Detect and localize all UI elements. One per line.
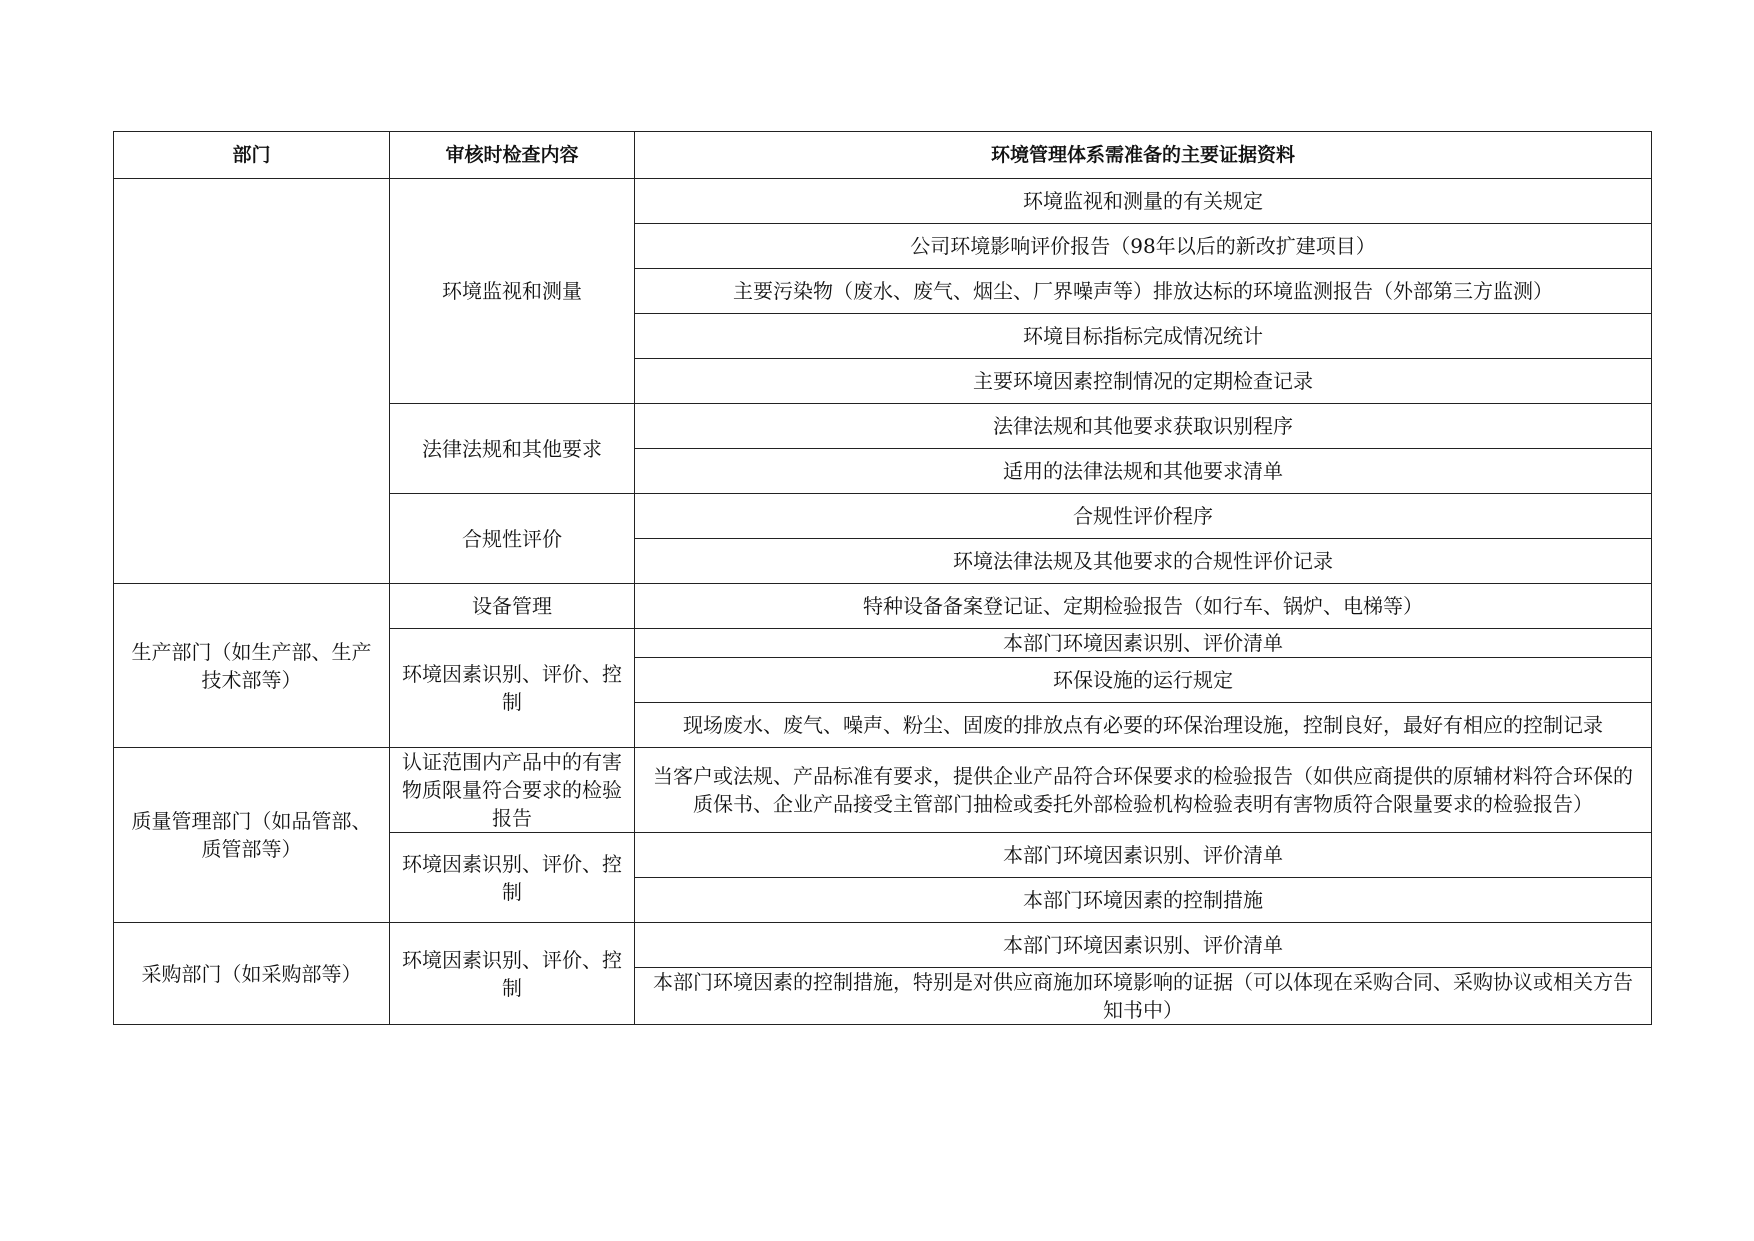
evidence-cell: 本部门环境因素识别、评价清单 [635, 833, 1652, 878]
evidence-cell: 合规性评价程序 [635, 494, 1652, 539]
check-item-cell: 环境监视和测量 [390, 179, 635, 404]
evidence-cell: 特种设备备案登记证、定期检验报告（如行车、锅炉、电梯等） [635, 584, 1652, 629]
evidence-cell: 本部门环境因素识别、评价清单 [635, 629, 1652, 658]
check-item-cell: 环境因素识别、评价、控制 [390, 833, 635, 923]
evidence-cell: 本部门环境因素的控制措施 [635, 878, 1652, 923]
table-row [114, 584, 1652, 629]
table-row [114, 748, 1652, 833]
evidence-cell: 环境目标指标完成情况统计 [635, 314, 1652, 359]
table-row [114, 179, 1652, 224]
evidence-cell: 本部门环境因素识别、评价清单 [635, 923, 1652, 968]
table-row [114, 923, 1652, 968]
check-item-cell: 合规性评价 [390, 494, 635, 584]
table-header-row [114, 132, 1652, 179]
evidence-cell: 主要污染物（废水、废气、烟尘、厂界噪声等）排放达标的环境监测报告（外部第三方监测） [635, 269, 1652, 314]
check-item-cell: 法律法规和其他要求 [390, 404, 635, 494]
evidence-cell: 现场废水、废气、噪声、粉尘、固废的排放点有必要的环保治理设施，控制良好，最好有相应的控制记录 [635, 703, 1652, 748]
evidence-cell: 环保设施的运行规定 [635, 658, 1652, 703]
evidence-cell: 环境监视和测量的有关规定 [635, 179, 1652, 224]
evidence-cell: 环境法律法规及其他要求的合规性评价记录 [635, 539, 1652, 584]
evidence-cell: 当客户或法规、产品标准有要求，提供企业产品符合环保要求的检验报告（如供应商提供的原辅材料符合环保的质保书、企业产品接受主管部门抽检或委托外部检验机构检验表明有害物质符合限量要求的检验报告） [635, 748, 1652, 833]
evidence-cell: 本部门环境因素的控制措施，特别是对供应商施加环境影响的证据（可以体现在采购合同、采购协议或相关方告知书中） [635, 968, 1652, 1025]
department-cell: 采购部门（如采购部等） [114, 923, 390, 1025]
header-evidence: 环境管理体系需准备的主要证据资料 [635, 132, 1652, 179]
check-item-cell: 认证范围内产品中的有害物质限量符合要求的检验报告 [390, 748, 635, 833]
evidence-cell: 公司环境影响评价报告（98年以后的新改扩建项目） [635, 224, 1652, 269]
department-cell: 质量管理部门（如品管部、质管部等） [114, 748, 390, 923]
department-cell [114, 179, 390, 584]
check-item-cell: 环境因素识别、评价、控制 [390, 923, 635, 1025]
header-department: 部门 [114, 132, 390, 179]
check-item-cell: 环境因素识别、评价、控制 [390, 629, 635, 748]
check-item-cell: 设备管理 [390, 584, 635, 629]
evidence-cell: 适用的法律法规和其他要求清单 [635, 449, 1652, 494]
evidence-cell: 主要环境因素控制情况的定期检查记录 [635, 359, 1652, 404]
header-check-content: 审核时检查内容 [390, 132, 635, 179]
evidence-table [113, 131, 1652, 1025]
department-cell: 生产部门（如生产部、生产技术部等） [114, 584, 390, 748]
evidence-cell: 法律法规和其他要求获取识别程序 [635, 404, 1652, 449]
